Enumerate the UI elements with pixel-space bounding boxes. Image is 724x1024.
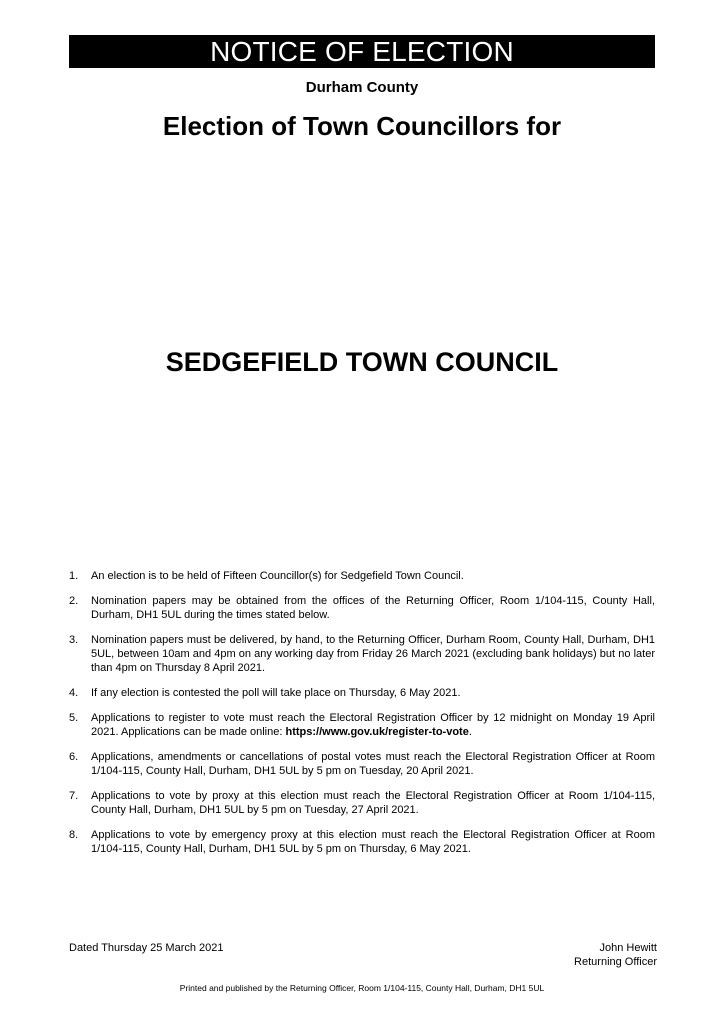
- item-text: Applications to vote by emergency proxy at this election must reach the Electoral Registration Officer at Room 1/104-115, County Hall, Durham, DH1 5UL by 5 pm on Thursday, 6 May 2021.: [91, 829, 655, 855]
- item-text-with-link: [91, 711, 655, 739]
- item-number: 4.: [69, 687, 79, 699]
- list-item: [69, 633, 655, 675]
- item-number: 3.: [69, 634, 79, 646]
- list-item: [69, 569, 655, 583]
- notice-items: [69, 569, 655, 867]
- item-number: 1.: [69, 570, 79, 582]
- item-text: Applications to vote by proxy at this election must reach the Electoral Registration Officer at Room 1/104-115, County Hall, Durham, DH1 5UL by 5 pm on Tuesday, 27 April 2021.: [91, 790, 655, 816]
- item-number: 7.: [69, 790, 79, 802]
- item-text: Applications, amendments or cancellations of postal votes must reach the Electoral Registration Officer at Room 1/104-115, County Hall, Durham, DH1 5UL by 5 pm on Tuesday, 20 April 2021.: [91, 751, 655, 777]
- item-number: 5.: [69, 712, 79, 724]
- list-item: [69, 789, 655, 817]
- election-heading: Election of Town Councillors for: [162, 111, 562, 141]
- register-to-vote-link[interactable]: https://www.gov.uk/register-to-vote: [285, 726, 469, 738]
- item-number: 6.: [69, 751, 79, 763]
- item-text-suffix: .: [468, 726, 472, 738]
- item-number: 2.: [69, 595, 79, 607]
- item-text: An election is to be held of Fifteen Councillor(s) for Sedgefield Town Council.: [91, 570, 464, 582]
- officer-title: Returning Officer: [574, 956, 657, 968]
- publisher-footer: Printed and published by the Returning Officer, Room 1/104-115, County Hall, Durham, DH1 5UL: [179, 983, 545, 993]
- council-name: SEDGEFIELD TOWN COUNCIL: [165, 347, 559, 377]
- item-text: Applications to register to vote must reach the Electoral Registration Officer by 12 midnight on Monday 19 April 2021. Applications can be made online:: [91, 712, 655, 738]
- signoff-block: [574, 941, 657, 969]
- dated-line: Dated Thursday 25 March 2021: [69, 942, 224, 954]
- county-name: Durham County: [305, 79, 419, 96]
- list-item: [69, 750, 655, 778]
- list-item: [69, 711, 655, 739]
- item-text: If any election is contested the poll will take place on Thursday, 6 May 2021.: [91, 687, 461, 699]
- item-text: Nomination papers may be obtained from the offices of the Returning Officer, Room 1/104-115, County Hall, Durham, DH1 5UL during the times stated below.: [91, 595, 655, 621]
- item-number: 8.: [69, 829, 79, 841]
- officer-name: John Hewitt: [599, 942, 657, 954]
- list-item: [69, 686, 655, 700]
- list-item: [69, 594, 655, 622]
- notice-banner: NOTICE OF ELECTION: [69, 35, 655, 68]
- list-item: [69, 828, 655, 856]
- item-text: Nomination papers must be delivered, by hand, to the Returning Officer, Durham Room, County Hall, Durham, DH1 5UL, between 10am and 4pm on any working day from Friday 26 March 2021 (excluding bank holidays) but no later than 4pm on Thursday 8 April 2021.: [91, 634, 655, 674]
